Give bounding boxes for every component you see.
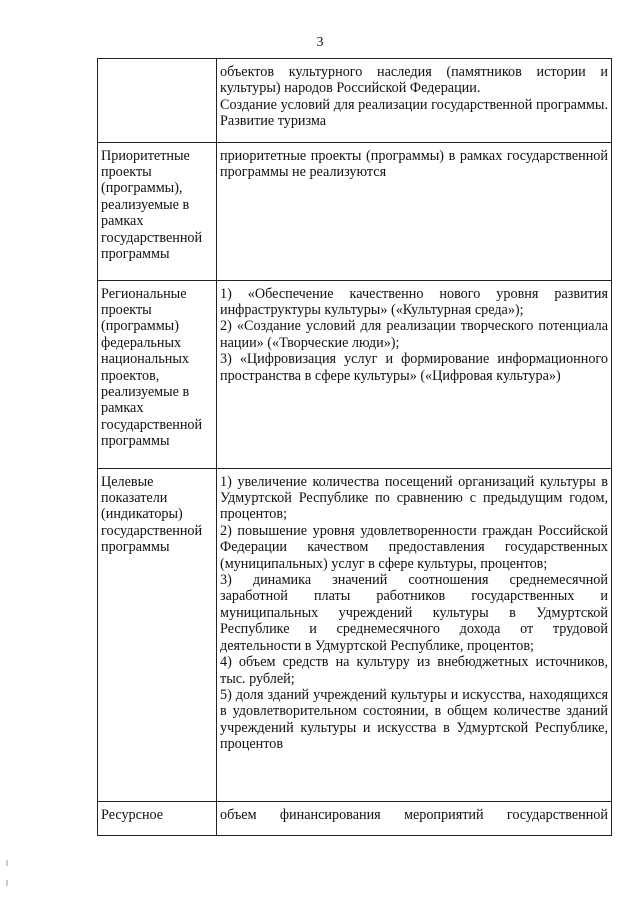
row-content <box>217 280 612 468</box>
row-content <box>217 468 612 801</box>
content-paragraph: объем финансирования мероприятий государственной <box>220 806 608 823</box>
scan-artifact <box>6 860 8 866</box>
row-label: Приоритетные проекты (программы), реализуемые в рамках государственной программы <box>98 142 217 280</box>
row-label: Ресурсное <box>98 801 217 835</box>
page-number: 3 <box>316 35 324 50</box>
content-paragraph: Создание условий для реализации государственной программы. <box>220 96 608 113</box>
row-label: Целевые показатели (индикаторы) государственной программы <box>98 468 217 801</box>
content-paragraph: Развитие туризма <box>220 113 327 130</box>
content-paragraph: 3) «Цифровизация услуг и формирование информационного пространства в сфере культуры» («Цифровая культура») <box>220 351 608 384</box>
passport-table <box>97 58 612 836</box>
table-row <box>98 142 612 280</box>
table-row <box>98 468 612 801</box>
row-content <box>217 801 612 835</box>
row-label <box>98 59 217 143</box>
table-row <box>98 59 612 143</box>
row-content <box>217 59 612 143</box>
table-row <box>98 801 612 835</box>
content-paragraph: 1) увеличение количества посещений организаций культуры в Удмуртской Республике по сравнению с предыдущим годом, процентов; <box>220 473 608 523</box>
content-paragraph: 1) «Обеспечение качественно нового уровня развития инфраструктуры культуры» («Культурная среда»); <box>220 285 608 319</box>
content-paragraph: приоритетные проекты (программы) в рамках государственной программы не реализуются <box>220 147 608 181</box>
content-paragraph: 3) динамика значений соотношения среднемесячной заработной платы работников государственных и муниципальных учреждений культуры в Удмуртской Республике и среднемесячного дохода от трудовой деятельности в Удмуртской Республике, процентов; <box>220 572 608 654</box>
content-paragraph: 2) «Создание условий для реализации творческого потенциала нации» («Творческие люди»); <box>220 318 608 351</box>
content-paragraph: 2) повышение уровня удовлетворенности граждан Российской Федерации качеством предоставления государственных (муниципальных) услуг в сфере культуры, процентов; <box>220 522 608 572</box>
content-paragraph: 5) доля зданий учреждений культуры и искусства, находящихся в удовлетворительном состоянии, в общем количестве зданий учреждений культуры и искусства в Удмуртской Республике, процентов <box>220 686 608 753</box>
scan-artifact <box>6 880 8 886</box>
row-label: Региональные проекты (программы) федеральных национальных проектов, реализуемые в рамках государственной программы <box>98 280 217 468</box>
table-row <box>98 280 612 468</box>
content-paragraph: объектов культурного наследия (памятников истории и культуры) народов Российской Федерации. <box>220 64 608 97</box>
row-content <box>217 142 612 280</box>
content-paragraph: 4) объем средств на культуру из внебюджетных источников, тыс. рублей; <box>220 654 608 687</box>
